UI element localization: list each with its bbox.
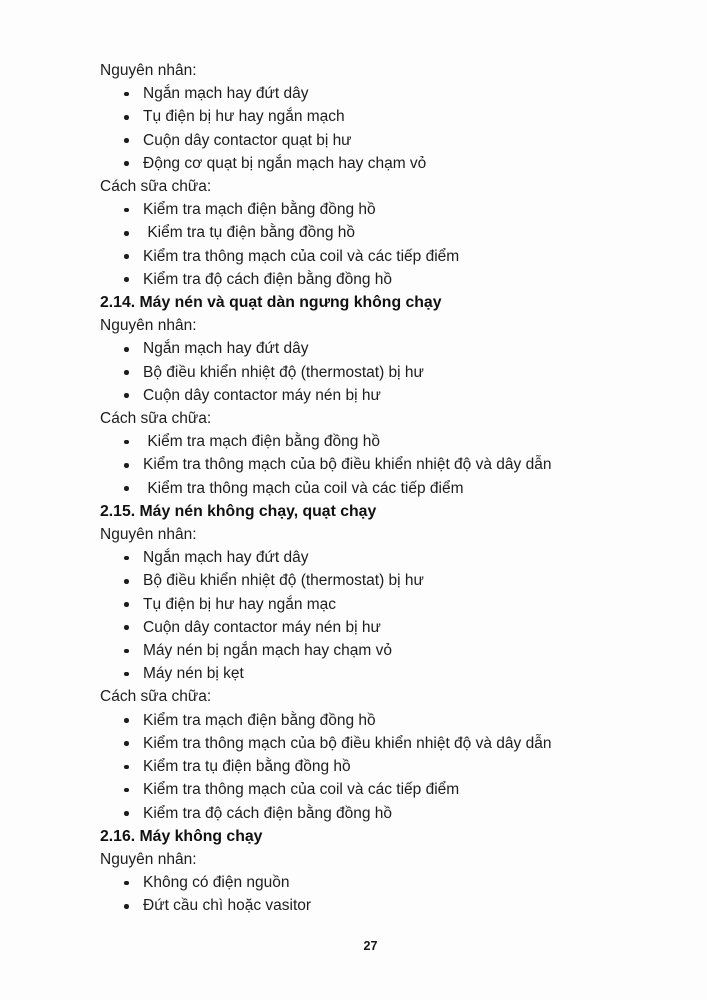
- bullet-text: Kiểm tra thông mạch của bộ điều khiển nhiệt độ và dây dẫn: [143, 734, 552, 752]
- bullet-text: Tụ điện bị hư hay ngắn mạch: [143, 108, 345, 126]
- cause-item: [100, 593, 677, 616]
- repairs-label: Cách sữa chữa:: [100, 410, 212, 428]
- bullet-text: Bộ điều khiển nhiệt độ (thermostat) bị hư: [143, 363, 424, 381]
- repair-item: [100, 245, 677, 268]
- cause-item: [100, 616, 677, 639]
- bullet-text: Cuộn dây contactor máy nén bị hư: [143, 386, 381, 404]
- repair-item: [100, 778, 677, 801]
- cause-item: [100, 337, 677, 360]
- repair-item: [100, 477, 677, 500]
- bullet-icon: [124, 556, 129, 561]
- causes-label: Nguyên nhân:: [100, 526, 197, 544]
- bullet-text: Tụ điện bị hư hay ngắn mạc: [143, 595, 337, 613]
- bullet-icon: [124, 788, 129, 793]
- bullet-text: Động cơ quạt bị ngắn mạch hay chạm vỏ: [143, 154, 427, 172]
- bullet-text: Máy nén bị ngắn mạch hay chạm vỏ: [143, 642, 392, 660]
- cause-item: [100, 152, 677, 175]
- bullet-text: Ngắn mạch hay đứt dây: [143, 340, 309, 358]
- repair-item: [100, 430, 677, 453]
- bullet-icon: [124, 811, 129, 816]
- repair-item: [100, 732, 677, 755]
- bullet-text: Đứt cầu chì hoặc vasitor: [143, 897, 312, 915]
- cause-item: [100, 894, 677, 917]
- bullet-icon: [124, 486, 129, 491]
- bullet-text: Kiểm tra mạch điện bằng đồng hồ: [143, 433, 380, 451]
- bullet-text: Kiểm tra thông mạch của coil và các tiếp điểm: [143, 479, 464, 497]
- bullet-text: Cuộn dây contactor quạt bị hư: [143, 131, 352, 149]
- bullet-icon: [124, 393, 129, 398]
- cause-item: [100, 82, 677, 105]
- repair-item: [100, 268, 677, 291]
- bullet-text: Kiểm tra tụ điện bằng đồng hồ: [143, 224, 355, 242]
- bullet-icon: [124, 254, 129, 259]
- bullet-text: Máy nén bị kẹt: [143, 665, 244, 683]
- bullet-icon: [124, 370, 129, 375]
- bullet-icon: [124, 904, 129, 909]
- cause-item: [100, 569, 677, 592]
- repair-item: [100, 755, 677, 778]
- cause-item: [100, 662, 677, 685]
- section-heading: 2.15. Máy nén không chạy, quạt chạy: [100, 502, 377, 520]
- repair-item: [100, 453, 677, 476]
- bullet-icon: [124, 92, 129, 97]
- bullet-text: Kiểm tra thông mạch của coil và các tiếp điểm: [143, 247, 460, 265]
- bullet-text: Kiểm tra thông mạch của bộ điều khiển nhiệt độ và dây dẫn: [143, 456, 552, 474]
- cause-item: [100, 546, 677, 569]
- cause-item: [100, 129, 677, 152]
- bullet-icon: [124, 347, 129, 352]
- bullet-text: Bộ điều khiển nhiệt độ (thermostat) bị hư: [143, 572, 424, 590]
- page-number: 27: [363, 939, 378, 953]
- causes-label: Nguyên nhân:: [100, 850, 197, 868]
- repair-item: [100, 709, 677, 732]
- bullet-icon: [124, 115, 129, 120]
- bullet-icon: [124, 161, 129, 166]
- cause-item: [100, 384, 677, 407]
- bullet-icon: [124, 208, 129, 213]
- causes-label: Nguyên nhân:: [100, 317, 197, 335]
- bullet-icon: [124, 602, 129, 607]
- bullet-text: Kiểm tra độ cách điện bằng đồng hồ: [143, 270, 393, 288]
- bullet-icon: [124, 765, 129, 770]
- section-heading: 2.14. Máy nén và quạt dàn ngưng không chạy: [100, 294, 442, 312]
- bullet-text: Kiểm tra tụ điện bằng đồng hồ: [143, 758, 351, 776]
- repair-item: [100, 802, 677, 825]
- bullet-text: Kiểm tra độ cách điện bằng đồng hồ: [143, 804, 393, 822]
- cause-item: [100, 361, 677, 384]
- causes-label: Nguyên nhân:: [100, 62, 197, 79]
- bullet-text: Kiểm tra mạch điện bằng đồng hồ: [143, 711, 376, 729]
- repairs-label: Cách sữa chữa:: [100, 688, 212, 706]
- bullet-icon: [124, 718, 129, 723]
- bullet-text: Ngắn mạch hay đứt dây: [143, 85, 309, 103]
- bullet-icon: [124, 277, 129, 282]
- bullet-icon: [124, 649, 129, 654]
- bullet-icon: [124, 579, 129, 584]
- repairs-label: Cách sữa chữa:: [100, 178, 212, 196]
- bullet-icon: [124, 463, 129, 468]
- cause-item: [100, 105, 677, 128]
- bullet-icon: [124, 625, 129, 630]
- bullet-text: Kiểm tra thông mạch của coil và các tiếp điểm: [143, 781, 460, 799]
- bullet-icon: [124, 672, 129, 677]
- bullet-text: Ngắn mạch hay đứt dây: [143, 549, 309, 567]
- bullet-icon: [124, 440, 129, 445]
- bullet-text: Cuộn dây contactor máy nén bị hư: [143, 618, 381, 636]
- bullet-icon: [124, 741, 129, 746]
- document-body: [100, 59, 677, 918]
- bullet-icon: [124, 138, 129, 143]
- bullet-icon: [124, 231, 129, 236]
- cause-item: [100, 639, 677, 662]
- bullet-text: Kiểm tra mạch điện bằng đồng hồ: [143, 201, 376, 219]
- repair-item: [100, 198, 677, 221]
- cause-item: [100, 871, 677, 894]
- repair-item: [100, 221, 677, 244]
- bullet-icon: [124, 881, 129, 886]
- bullet-text: Không có điện nguồn: [143, 874, 290, 892]
- section-heading: 2.16. Máy không chạy: [100, 827, 263, 845]
